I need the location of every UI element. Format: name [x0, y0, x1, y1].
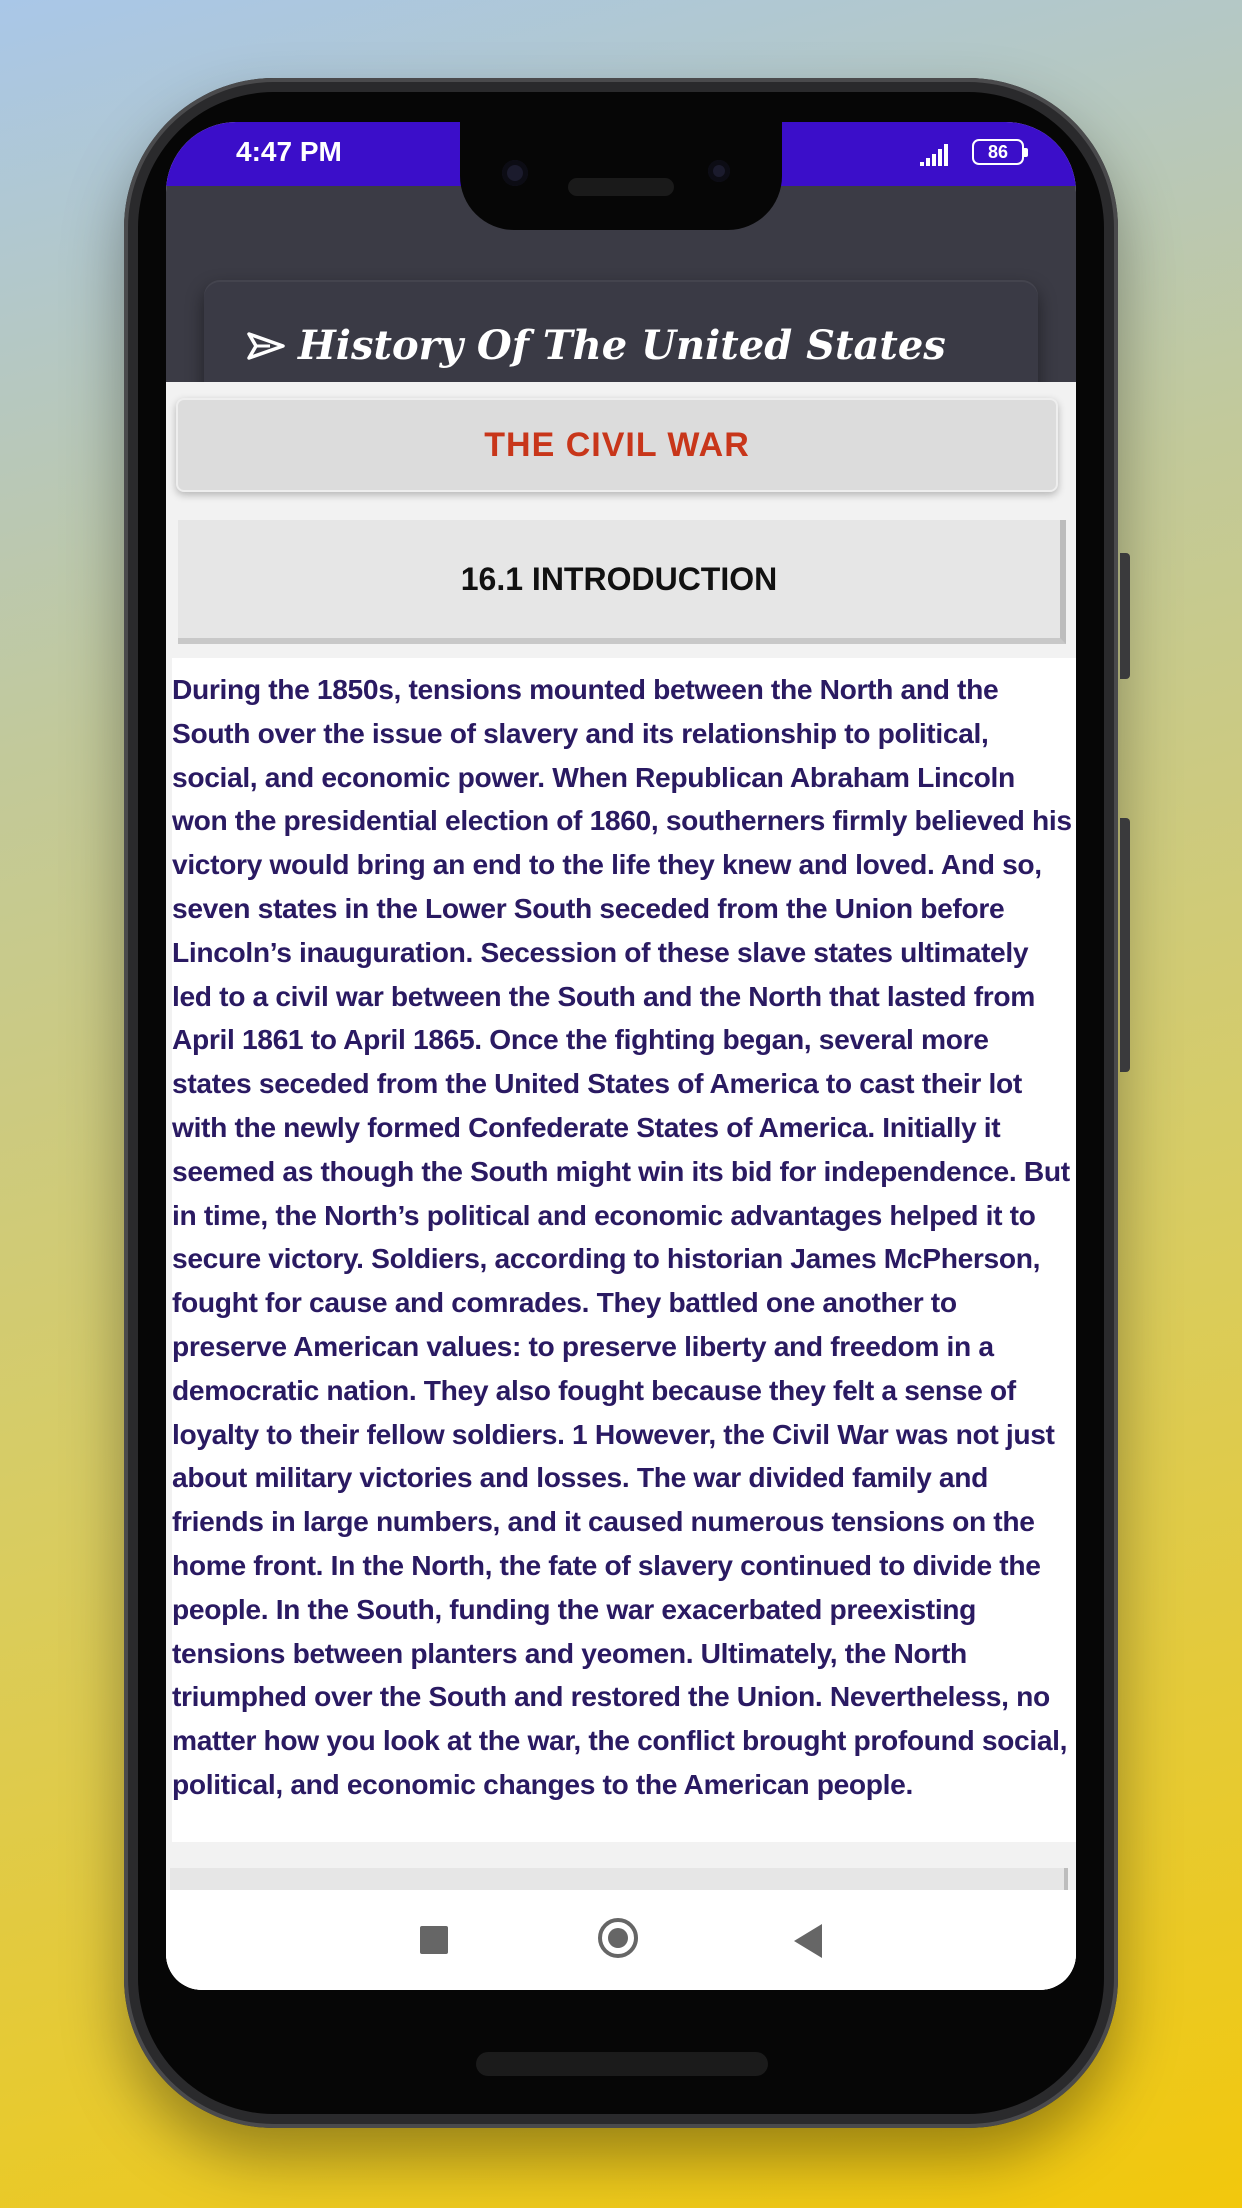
chapter-title: THE CIVIL WAR: [176, 398, 1058, 492]
front-camera-icon: [502, 160, 528, 186]
camera-notch: [460, 122, 782, 230]
section-title[interactable]: 16.1 INTRODUCTION: [178, 520, 1066, 644]
recents-icon[interactable]: [420, 1926, 448, 1954]
earpiece-speaker: [568, 178, 674, 196]
battery-icon: 86: [972, 139, 1024, 165]
content-scroll[interactable]: [166, 382, 1076, 1990]
body-text-block: [172, 658, 1076, 1842]
app-title: History Of The United States: [298, 322, 946, 369]
volume-button: [1120, 818, 1130, 1072]
status-time: 4:47 PM: [236, 136, 342, 167]
back-icon[interactable]: [794, 1924, 822, 1958]
sensor-icon: [708, 160, 730, 182]
navigation-bar: [166, 1890, 1076, 1990]
body-paragraph: During the 1850s, tensions mounted between the North and the South over the issue of slavery and its relationship to political, social, and economic power. When Republican Abraham Lincoln won the presidential election of 1860, southerners firmly believed his victory would bring an end to the life they knew and loved. And so, seven states in the Lower South seceded from the Union before Lincoln’s inauguration. Secession of these slave states ultimately led to a civil war between the South and the North that lasted from April 1861 to April 1865. Once the fighting began, several more states seceded from the United States of America to cast their lot with the newly formed Confederate States of America. Initially it seemed as though the South might win its bid for independence. But in time, the North’s political and economic advantages helped it to secure victory. Soldiers, according to historian James McPherson, fought for cause and comrades. They battled one another to preserve American values: to preserve liberty and freedom in a democratic nation. They also fought because they felt a sense of loyalty to their fellow soldiers. 1 However, the Civil War was not just about military victories and losses. The war divided family and friends in large numbers, and it caused numerous tensions on the home front. In the North, the fate of slavery continued to divide the people. In the South, funding the war exacerbated preexisting tensions between planters and yeomen. Ultimately, the North triumphed over the South and restored the Union. Nevertheless, no matter how you look at the war, the conflict brought profound social, political, and economic changes to the American people.: [172, 673, 1072, 1800]
screen: [166, 122, 1076, 1990]
home-icon[interactable]: [598, 1918, 638, 1958]
send-icon[interactable]: [246, 328, 286, 364]
power-button: [1120, 553, 1130, 679]
signal-icon: [920, 142, 954, 168]
home-indicator: [476, 2052, 768, 2076]
